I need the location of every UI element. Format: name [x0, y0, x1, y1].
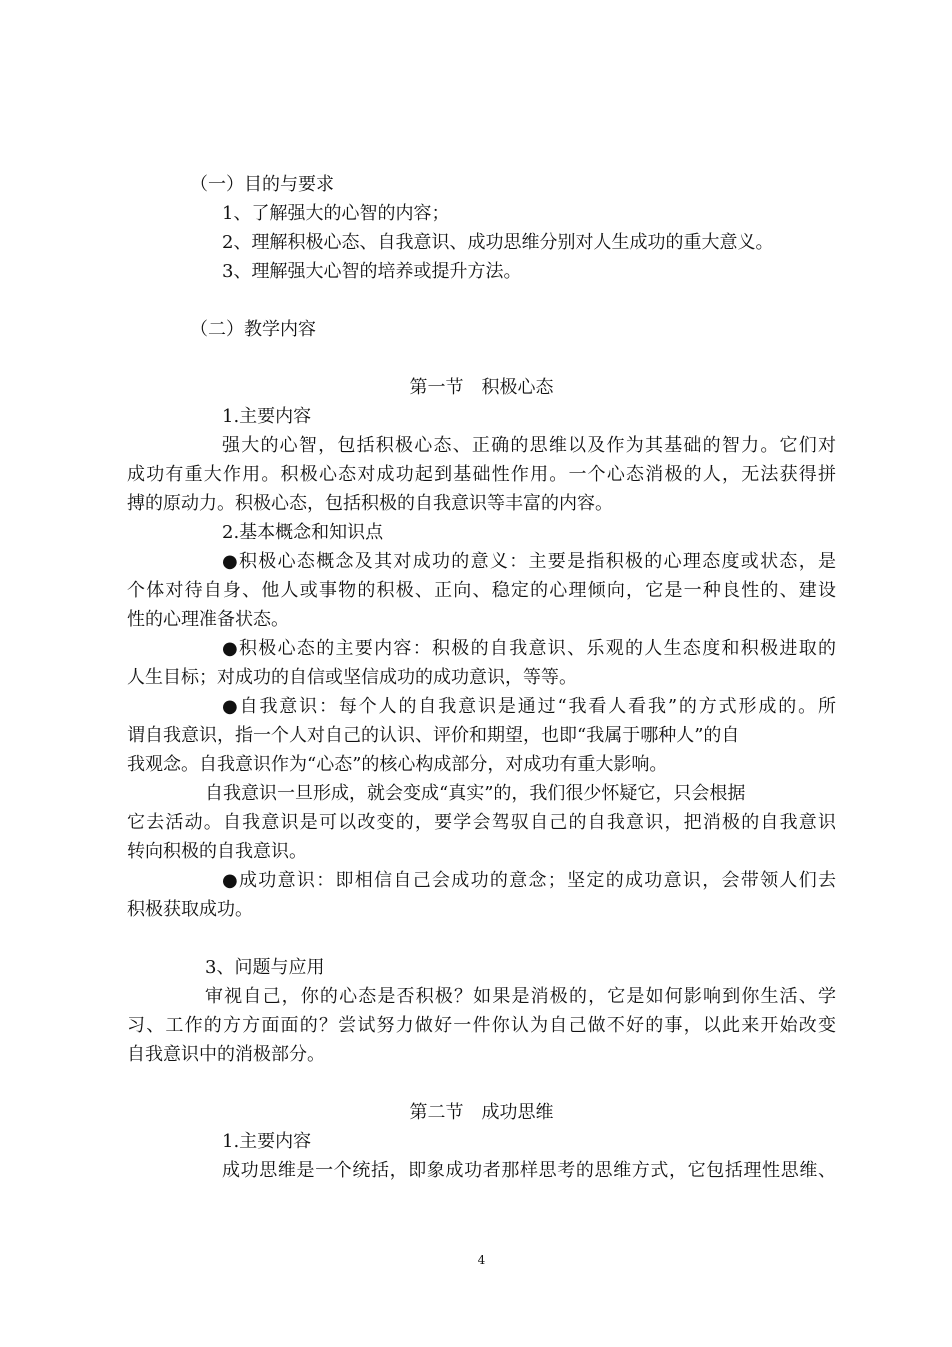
paragraph-line: 成功有重大作用。积极心态对成功起到基础性作用。一个心态消极的人，无法获得拼: [127, 464, 836, 485]
concept-line: 它去活动。自我意识是可以改变的，要学会驾驭自己的自我意识，把消极的自我意识: [127, 812, 836, 833]
content-heading: （二）教学内容: [190, 319, 316, 340]
paragraph-line: 成功思维是一个统括，即象成功者那样思考的思维方式，它包括理性思维、: [222, 1160, 836, 1181]
concept-line: 个体对待自身、他人或事物的积极、正向、稳定的心理倾向，它是一种良性的、建设: [127, 580, 836, 601]
concept-line: 转向积极的自我意识。: [127, 841, 307, 862]
concept-line: ●积极心态概念及其对成功的意义：主要是指积极的心理态度或状态，是: [222, 551, 836, 572]
section-title: 第一节 积极心态: [409, 377, 554, 398]
concept-line: ●自我意识：每个人的自我意识是通过“我看人看我”的方式形成的。所: [222, 696, 836, 717]
concept-line: 积极获取成功。: [127, 899, 253, 920]
goals-heading: （一）目的与要求: [190, 174, 334, 195]
concept-line: ●积极心态的主要内容：积极的自我意识、乐观的人生态度和积极进取的: [222, 638, 836, 659]
concept-line: 自我意识一旦形成，就会变成“真实”的，我们很少怀疑它，只会根据: [205, 783, 746, 804]
paragraph-line: 习、工作的方方面面的？尝试努力做好一件你认为自己做不好的事，以此来开始改变: [127, 1015, 836, 1036]
concept-line: 我观念。自我意识作为“心态”的核心构成部分，对成功有重大影响。: [127, 754, 668, 775]
goal-item: 2、理解积极心态、自我意识、成功思维分别对人生成功的重大意义。: [222, 232, 774, 253]
paragraph-line: 搏的原动力。积极心态，包括积极的自我意识等丰富的内容。: [127, 493, 613, 514]
paragraph-line: 强大的心智，包括积极心态、正确的思维以及作为其基础的智力。它们对: [222, 435, 836, 456]
concept-line: 人生目标；对成功的自信或坚信成功的成功意识，等等。: [127, 667, 577, 688]
subsection-label: 2.基本概念和知识点: [222, 522, 384, 543]
concept-line: 性的心理准备状态。: [127, 609, 289, 630]
subsection-label: 1.主要内容: [222, 406, 312, 427]
goal-item: 3、理解强大心智的培养或提升方法。: [222, 261, 522, 282]
paragraph-line: 审视自己，你的心态是否积极？如果是消极的，它是如何影响到你生活、学: [205, 986, 836, 1007]
paragraph-line: 自我意识中的消极部分。: [127, 1044, 325, 1065]
concept-line: 谓自我意识，指一个人对自己的认识、评价和期望，也即“我属于哪种人”的自: [127, 725, 740, 746]
goal-item: 1、了解强大的心智的内容；: [222, 203, 450, 224]
subsection-label: 3、问题与应用: [205, 957, 325, 978]
page-number: 4: [477, 1253, 486, 1267]
section-title: 第二节 成功思维: [409, 1102, 554, 1123]
concept-line: ●成功意识：即相信自己会成功的意念；坚定的成功意识，会带领人们去: [222, 870, 836, 891]
subsection-label: 1.主要内容: [222, 1131, 312, 1152]
